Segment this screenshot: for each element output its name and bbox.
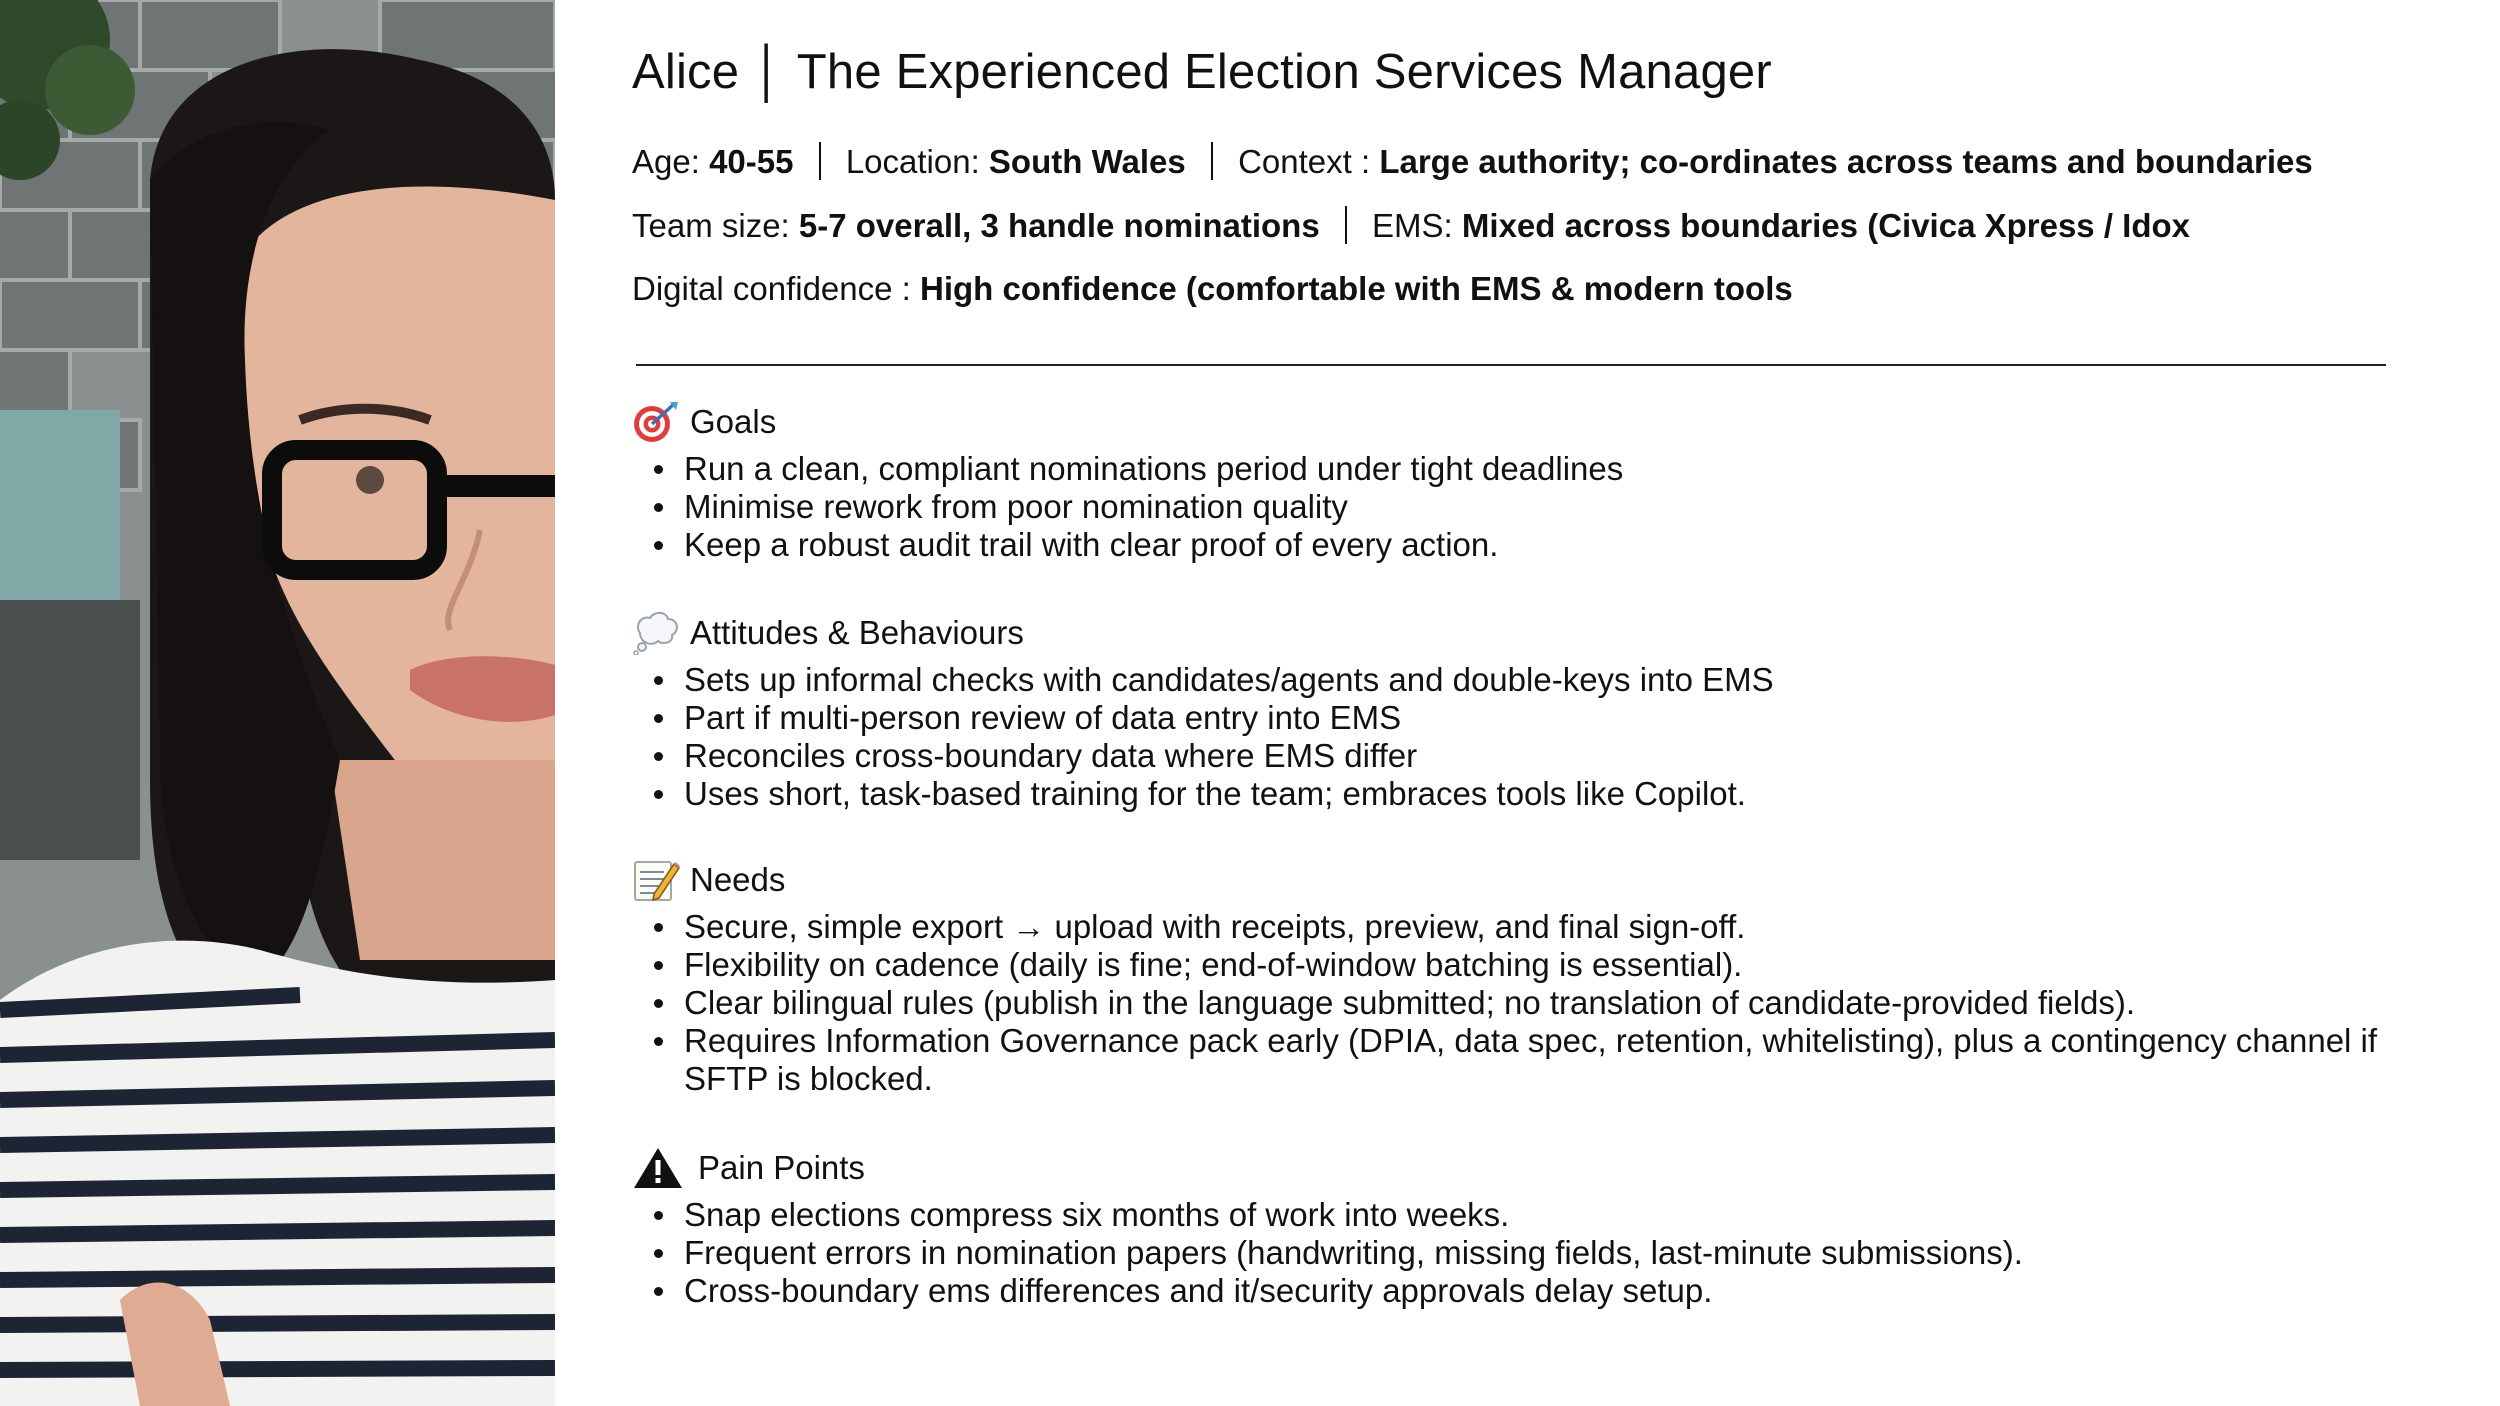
memo-icon [632,858,680,902]
goals-section [632,400,1623,564]
divider [1211,142,1213,180]
goals-list [632,450,1623,564]
list-item: Reconciles cross-boundary data where EMS differ [684,737,1774,775]
age-value: 40-55 [709,143,794,180]
list-item: Part if multi-person review of data entry into EMS [684,699,1774,737]
list-item: Flexibility on cadence (daily is fine; end-of-window batching is essential). [684,946,2404,984]
section-divider [636,364,2386,366]
team-size-value: 5-7 overall, 3 handle nominations [798,207,1320,244]
divider [1345,206,1347,244]
list-item: Secure, simple export → upload with receipts, preview, and final sign-off. [684,908,2404,946]
ems-label: EMS: [1372,207,1453,244]
divider [819,142,821,180]
needs-heading-row [632,858,2404,902]
age-label: Age: [632,143,700,180]
pain-points-section [632,1146,2023,1310]
thought-bubble-icon [632,611,680,655]
attitudes-section [632,611,1774,813]
location-value: South Wales [988,143,1186,180]
pain-points-heading: Pain Points [698,1149,865,1186]
list-item: Sets up informal checks with candidates/agents and double-keys into EMS [684,661,1774,698]
list-item: Uses short, task-based training for the team; embraces tools like Copilot. [684,775,1774,813]
meta-row-3 [632,270,1793,308]
warning-icon [632,1146,684,1190]
digital-confidence-value: High confidence (comfortable with EMS & modern tools [920,270,1793,307]
list-item: Frequent errors in nomination papers (handwriting, missing fields, last-minute submissions). [684,1234,2023,1271]
attitudes-heading: Attitudes & Behaviours [690,614,1024,651]
meta-row-1 [632,142,2313,181]
attitudes-list [632,661,1774,813]
context-label: Context : [1238,143,1371,180]
ems-value: Mixed across boundaries (Civica Xpress / Idox [1461,207,2191,244]
team-size-label: Team size: [632,207,790,244]
persona-photo [0,0,555,1406]
list-item: Minimise rework from poor nomination quality [684,488,1623,526]
needs-heading: Needs [690,861,786,898]
target-icon [632,400,680,444]
attitudes-heading-row [632,611,1774,655]
list-item: Snap elections compress six months of work into weeks. [684,1196,2023,1234]
needs-list [632,908,2404,1098]
goals-heading-row [632,400,1623,444]
meta-row-2 [632,206,2190,245]
list-item: Clear bilingual rules (publish in the language submitted; no translation of candidate-provided fields). [684,984,2404,1022]
list-item: Run a clean, compliant nominations period under tight deadlines [684,450,1624,487]
list-item: Cross-boundary ems differences and it/security approvals delay setup. [684,1272,2023,1310]
list-item: Keep a robust audit trail with clear proof of every action. [684,526,1623,564]
pain-points-heading-row [632,1146,2023,1190]
location-label: Location: [845,143,980,180]
needs-section [632,858,2404,1098]
list-item: Requires Information Governance pack early (DPIA, data spec, retention, whitelisting), plus a contingency channel if SFTP is blocked. [684,1022,2404,1098]
goals-heading: Goals [690,403,777,440]
persona-title: Alice │ The Experienced Election Services Manager [632,45,1772,99]
pain-points-list [632,1196,2023,1310]
digital-confidence-label: Digital confidence : [632,270,911,307]
portrait-photo [0,0,555,1406]
context-value: Large authority; co-ordinates across teams and boundaries [1379,143,2313,180]
